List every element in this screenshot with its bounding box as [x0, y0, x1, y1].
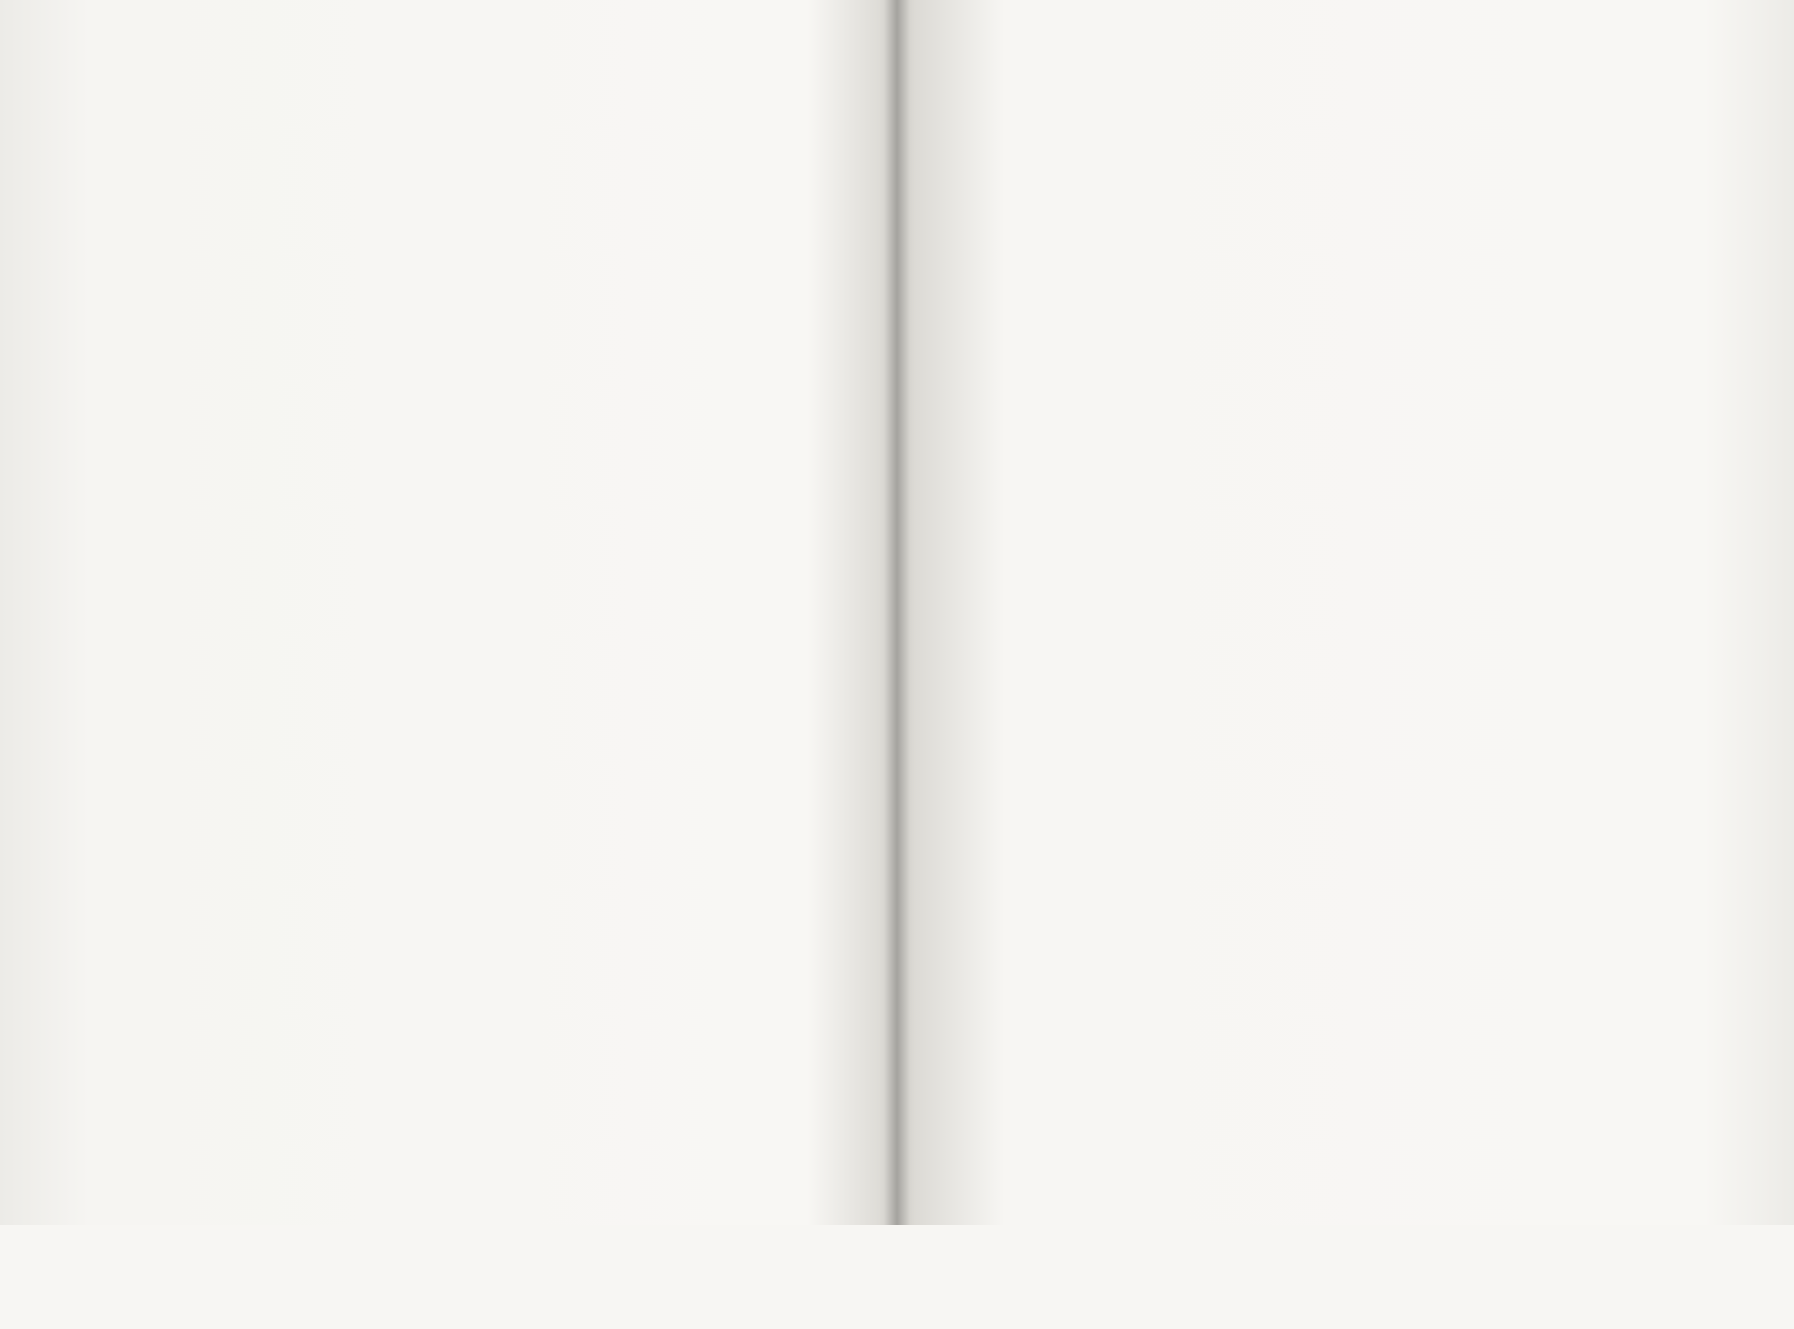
text-line: [1370, 1253, 1710, 1278]
text-line: [487, 576, 825, 601]
text-line: [990, 400, 1330, 425]
text-line: [118, 1002, 456, 1027]
text-line: [487, 476, 825, 501]
text-line: [487, 174, 825, 199]
text-line: [487, 425, 825, 450]
text-line: [990, 1053, 1330, 1078]
text-line: [118, 174, 456, 199]
text-line: [1370, 199, 1710, 224]
text-line: [990, 74, 1330, 99]
text-line: [1370, 626, 1710, 651]
text-line: [1370, 1053, 1710, 1078]
text-line: [118, 1178, 456, 1203]
text-line: [990, 576, 1330, 601]
text-line: [1370, 701, 1710, 726]
text-line: [1370, 149, 1710, 174]
right-column-a: [990, 74, 1330, 1304]
text-line: [1370, 576, 1710, 601]
text-line: [487, 501, 825, 526]
text-line: [118, 149, 456, 174]
text-line: [990, 852, 1330, 877]
text-line: [990, 952, 1330, 977]
text-line: [118, 74, 456, 99]
text-line: [1370, 676, 1710, 701]
text-line: [1370, 250, 1710, 275]
text-line: [118, 501, 456, 526]
text-line: [1370, 526, 1710, 551]
text-line: [487, 526, 825, 551]
text-line: [118, 425, 456, 450]
text-line: [487, 852, 825, 877]
text-line: [1370, 777, 1710, 802]
text-line: [990, 802, 1330, 827]
text-line: [487, 651, 825, 676]
text-line: [990, 777, 1330, 802]
text-line: [990, 977, 1330, 1002]
text-line: [990, 1002, 1330, 1027]
text-line: [487, 676, 825, 701]
text-line: [487, 1153, 825, 1178]
text-line: [1370, 977, 1710, 1002]
text-line: [1370, 1153, 1710, 1178]
text-line: [1370, 124, 1710, 149]
text-line: [118, 927, 456, 952]
text-line: [990, 275, 1330, 300]
text-line: [487, 400, 825, 425]
text-line: [118, 1253, 456, 1278]
text-line: [487, 1053, 825, 1078]
text-line: [1370, 1078, 1710, 1103]
text-line: [1370, 425, 1710, 450]
text-line: [118, 1028, 456, 1053]
text-line: [118, 977, 456, 1002]
text-line: [487, 1002, 825, 1027]
text-line: [487, 124, 825, 149]
text-line: [487, 977, 825, 1002]
text-line: [487, 701, 825, 726]
text-line: [487, 777, 825, 802]
text-line: [487, 375, 825, 400]
text-line: [118, 701, 456, 726]
text-line: [487, 199, 825, 224]
text-line: [487, 275, 825, 300]
left-column-a: [118, 74, 456, 1304]
text-line: [990, 551, 1330, 576]
text-line: [1370, 375, 1710, 400]
text-line: [1370, 802, 1710, 827]
text-line: [487, 1028, 825, 1053]
text-line: [487, 927, 825, 952]
text-line: [1370, 450, 1710, 475]
text-line: [487, 250, 825, 275]
text-line: [1370, 325, 1710, 350]
text-line: [118, 375, 456, 400]
text-line: [990, 225, 1330, 250]
text-line: [118, 199, 456, 224]
text-line: [990, 149, 1330, 174]
text-line: [487, 802, 825, 827]
text-line: [1370, 1128, 1710, 1153]
text-line: [118, 902, 456, 927]
text-line: [487, 877, 825, 902]
text-line: [1370, 1002, 1710, 1027]
text-line: [1370, 902, 1710, 927]
text-line: [118, 476, 456, 501]
text-line: [990, 902, 1330, 927]
text-line: [990, 99, 1330, 124]
text-line: [487, 1279, 825, 1304]
text-line: [990, 1128, 1330, 1153]
text-line: [118, 400, 456, 425]
text-line: [990, 927, 1330, 952]
text-line: [487, 300, 825, 325]
text-line: [990, 877, 1330, 902]
text-line: [1370, 852, 1710, 877]
text-line: [118, 526, 456, 551]
text-line: [487, 1253, 825, 1278]
text-line: [487, 827, 825, 852]
text-line: [487, 1128, 825, 1153]
text-line: [990, 124, 1330, 149]
text-line: [1370, 1279, 1710, 1304]
text-line: [1370, 275, 1710, 300]
left-page: [0, 0, 884, 1225]
text-line: [990, 827, 1330, 852]
text-line: [990, 726, 1330, 751]
text-line: [487, 1228, 825, 1253]
text-line: [487, 74, 825, 99]
text-line: [1370, 1103, 1710, 1128]
text-line: [990, 752, 1330, 777]
book-gutter: [884, 0, 910, 1225]
text-line: [118, 1053, 456, 1078]
text-line: [990, 174, 1330, 199]
text-line: [487, 752, 825, 777]
text-line: [1370, 300, 1710, 325]
text-line: [118, 300, 456, 325]
text-line: [990, 1103, 1330, 1128]
text-line: [990, 501, 1330, 526]
text-line: [990, 450, 1330, 475]
text-line: [118, 777, 456, 802]
text-line: [990, 1153, 1330, 1178]
text-line: [990, 701, 1330, 726]
text-line: [118, 350, 456, 375]
text-line: [487, 1078, 825, 1103]
text-line: [990, 1028, 1330, 1053]
text-line: [487, 225, 825, 250]
text-line: [990, 1228, 1330, 1253]
text-line: [118, 676, 456, 701]
text-line: [118, 325, 456, 350]
text-line: [118, 802, 456, 827]
text-line: [1370, 350, 1710, 375]
text-line: [1370, 99, 1710, 124]
text-line: [990, 350, 1330, 375]
text-line: [118, 852, 456, 877]
text-line: [118, 551, 456, 576]
text-line: [487, 1103, 825, 1128]
right-page: [910, 0, 1794, 1225]
text-line: [118, 1228, 456, 1253]
text-line: [487, 99, 825, 124]
text-line: [118, 1153, 456, 1178]
text-line: [990, 1078, 1330, 1103]
text-line: [487, 551, 825, 576]
right-column-b: [1370, 74, 1710, 1304]
text-line: [118, 250, 456, 275]
text-line: [990, 676, 1330, 701]
text-line: [1370, 726, 1710, 751]
text-line: [990, 476, 1330, 501]
text-line: [990, 601, 1330, 626]
text-line: [118, 99, 456, 124]
text-line: [990, 250, 1330, 275]
text-line: [487, 1304, 825, 1329]
text-line: [118, 827, 456, 852]
text-line: [990, 425, 1330, 450]
text-line: [990, 199, 1330, 224]
text-line: [1370, 827, 1710, 852]
text-line: [990, 651, 1330, 676]
text-line: [990, 300, 1330, 325]
text-line: [1370, 225, 1710, 250]
text-line: [118, 1279, 456, 1304]
text-line: [1370, 601, 1710, 626]
text-line: [1370, 952, 1710, 977]
text-line: [118, 1078, 456, 1103]
text-line: [118, 275, 456, 300]
text-line: [118, 626, 456, 651]
text-line: [990, 1279, 1330, 1304]
text-line: [1370, 501, 1710, 526]
left-column-b: [487, 74, 825, 1329]
text-line: [990, 526, 1330, 551]
text-line: [487, 601, 825, 626]
text-line: [487, 952, 825, 977]
text-line: [487, 149, 825, 174]
text-line: [118, 450, 456, 475]
text-line: [1370, 1228, 1710, 1253]
text-line: [990, 325, 1330, 350]
text-line: [118, 651, 456, 676]
text-line: [118, 601, 456, 626]
text-line: [1370, 651, 1710, 676]
text-line: [118, 952, 456, 977]
text-line: [118, 752, 456, 777]
text-line: [118, 877, 456, 902]
text-line: [1370, 1178, 1710, 1203]
text-line: [1370, 551, 1710, 576]
text-line: [487, 902, 825, 927]
text-line: [118, 225, 456, 250]
text-line: [1370, 927, 1710, 952]
text-line: [487, 1178, 825, 1203]
text-line: [1370, 752, 1710, 777]
text-line: [1370, 174, 1710, 199]
text-line: [118, 726, 456, 751]
text-line: [118, 1128, 456, 1153]
text-line: [1370, 476, 1710, 501]
text-line: [487, 450, 825, 475]
text-line: [990, 626, 1330, 651]
text-line: [1370, 877, 1710, 902]
text-line: [487, 325, 825, 350]
text-line: [1370, 74, 1710, 99]
text-line: [990, 375, 1330, 400]
text-line: [487, 626, 825, 651]
text-line: [990, 1178, 1330, 1203]
text-line: [118, 576, 456, 601]
text-line: [1370, 400, 1710, 425]
text-line: [487, 350, 825, 375]
text-line: [118, 124, 456, 149]
text-line: [990, 1253, 1330, 1278]
text-line: [487, 726, 825, 751]
text-line: [1370, 1028, 1710, 1053]
text-line: [118, 1103, 456, 1128]
